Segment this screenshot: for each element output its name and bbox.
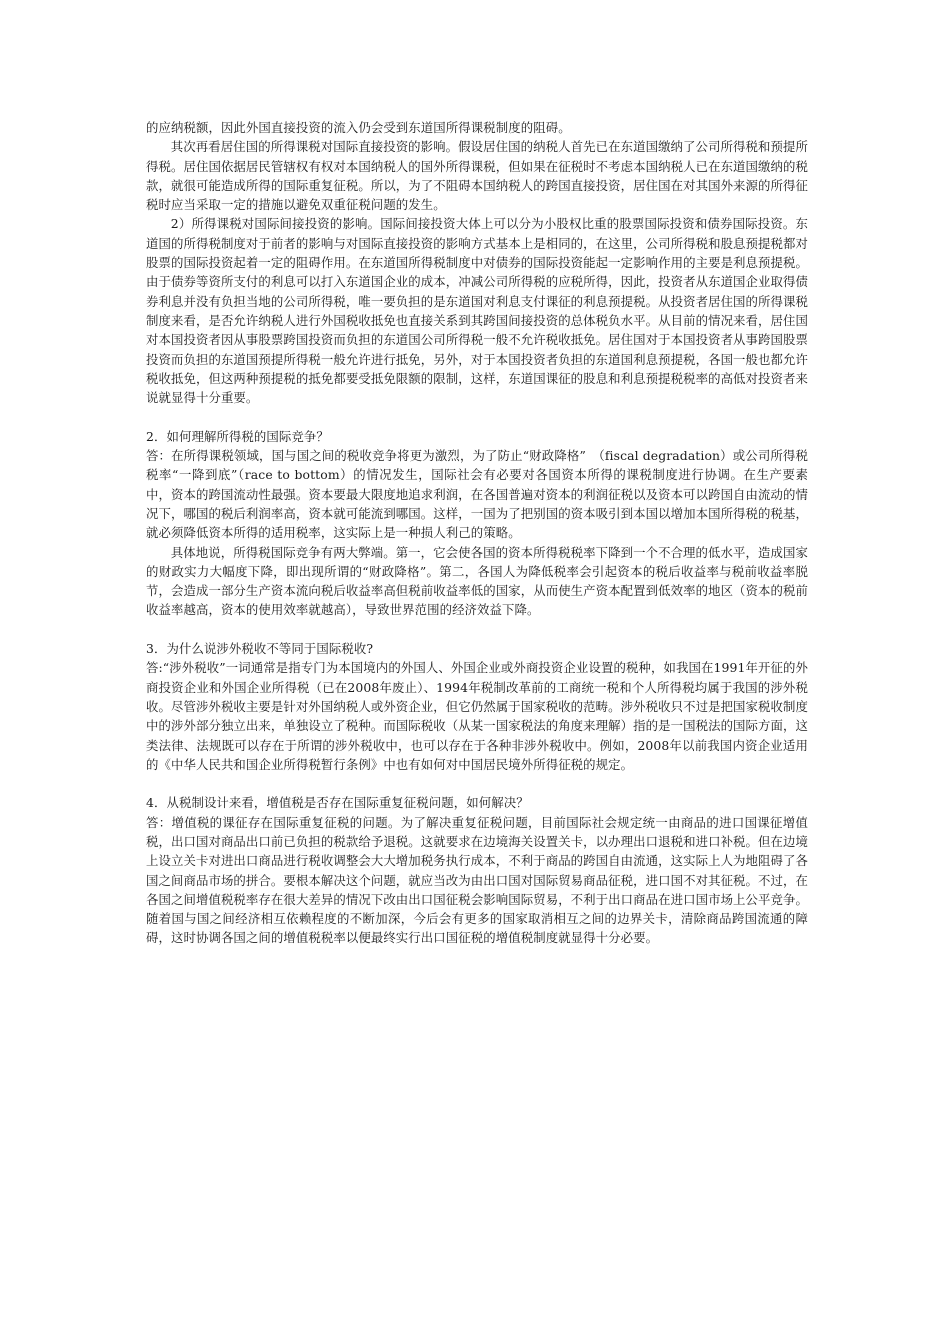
section-gap [146,407,808,426]
question-4-heading: 4．从税制设计来看，增值税是否存在国际重复征税问题，如何解决？ [146,795,529,811]
paragraph-indirect-investment-impact: 2）所得课税对国际间接投资的影响。国际间接投资大体上可以分为小股权比重的股票国际投资和债券国际投资。东道国的所得税制度对于前者的影响与对国际直接投资的影响方式基本上是相同的，在这里，公司所得税和股息预提税都对股票的国际投资起着一定的阻碍作用。在东道国所得税制度中对债券的国际投资能起一定影响作用的主要是利息预提税。由于债券等资所支付的利息可以打入东道国企业的成本，冲减公司所得税的应税所得，因此，投资者从东道国企业取得债券利息并没有负担当地的公司所得税，唯一要负担的是东道国对利息支付课征的利息预提税。从投资者居住国的所得课税制度来看，是否允许纳税人进行外国税收抵免也直接关系到其跨国间接投资的总体税负水平。从目前的情况来看，居住国对本国投资者因从事股票跨国投资而负担的东道国公司所得税一般不允许税收抵免。居住国对于本国投资者从事跨国股票投资而负担的东道国预提所得税一般允许进行抵免，另外，对于本国投资者负担的东道国利息预提税，各国一般也都允许税收抵免，但这两种预提税的抵免都要受抵免限额的限制，这样，东道国课征的股息和利息预提税税率的高低对投资者来说就显得十分重要。 [146,216,809,406]
answer-2-paragraph-2: 具体地说，所得税国际竞争有两大弊端。第一，它会使各国的资本所得税税率下降到一个不合理的低水平，造成国家的财政实力大幅度下降，即出现所谓的“财政降格”。第二，各国人为降低税率会引起资本的税后收益率与税前收益率脱节，会造成一部分生产资本流向税后收益率高但税前收益率低的国家，从而使生产资本配置到低效率的地区（资本的税前收益率越高，资本的使用效率就越高），导致世界范围的经济效益下降。 [146,544,809,618]
document-body [146,118,808,948]
question-2-heading: 2．如何理解所得税的国际竞争？ [146,428,329,444]
paragraph-residence-country-impact: 其次再看居住国的所得课税对国际直接投资的影响。假设居住国的纳税人首先已在东道国缴纳了公司所得税和预提所得税。居住国依据居民管辖权有权对本国纳税人的国外所得课税，但如果在征税时不考虑本国纳税人已在东道国缴纳的税款，就很可能造成所得的国际重复征税。所以，为了不阻碍本国纳税人的跨国直接投资，居住国在对其国外来源的所得征税时应当采取一定的措施以避免双重征税问题的发生。 [146,139,809,213]
answer-2-paragraph-1: 答：在所得课税领域，国与国之间的税收竞争将更为激烈，为了防止“财政降格” （fiscal degradation）或公司所得税税率“一降到底”（race to bottom）的情况发生，国际社会有必要对各国资本所得的课税制度进行协调。在生产要素中，资本的跨国流动性最强。资本要最大限度地追求利润，在各国普遍对资本的利润征税以及资本可以跨国自由流动的情况下，哪国的税后利润率高，资本就可能流到哪国。这样，一国为了把别国的资本吸引到本国以增加本国所得税的税基，就必须降低资本所得的适用税率，这实际上是一种损人利己的策略。 [146,448,809,541]
answer-4-paragraph: 答：增值税的课征存在国际重复征税的问题。为了解决重复征税问题，目前国际社会规定统一由商品的进口国课征增值税，出口国对商品出口前已负担的税款给予退税。这就要求在边境海关设置关卡，以办理出口退税和进口补税。但在边境上设立关卡对进出口商品进行税收调整会大大增加税务执行成本，不利于商品的跨国自由流通，这实际上人为地阻碍了各国之间商品市场的拼合。要根本解决这个问题，就应当改为由出口国对国际贸易商品征税，进口国不对其征税。不过，在各国之间增值税税率存在很大差异的情况下改由出口国征税会影响国际贸易，不利于出口商品在进口国市场上公平竞争。随着国与国之间经济相互依赖程度的不断加深，今后会有更多的国家取消相互之间的边界关卡，清除商品跨国流通的障碍，这时协调各国之间的增值税税率以便最终实行出口国征税的增值税制度就显得十分必要。 [146,814,809,946]
section-gap [146,620,808,639]
section-gap [146,774,808,793]
paragraph-continuation: 的应纳税额，因此外国直接投资的流入仍会受到东道国所得课税制度的阻碍。 [146,120,571,135]
question-3-heading: 3．为什么说涉外税收不等同于国际税收? [146,641,374,657]
answer-3-paragraph: 答:“涉外税收”一词通常是指专门为本国境内的外国人、外国企业或外商投资企业设置的税种，如我国在1991年开征的外商投资企业和外国企业所得税（已在2008年废止）、1994年税制改革前的工商统一税和个人所得税均属于我国的涉外税收。尽管涉外税收主要是针对外国纳税人或外资企业，但它仍然属于国家税收的范畴。涉外税收只不过是把国家税收制度中的涉外部分独立出来，单独设立了税种。而国际税收（从某一国家税法的角度来理解）指的是一国税法的国际方面，这类法律、法规既可以存在于所谓的涉外税收中，也可以存在于各种非涉外税收中。例如，2008年以前我国内资企业适用的《中华人民共和国企业所得税暂行条例》中也有如何对中国居民境外所得征税的规定。 [146,660,809,772]
